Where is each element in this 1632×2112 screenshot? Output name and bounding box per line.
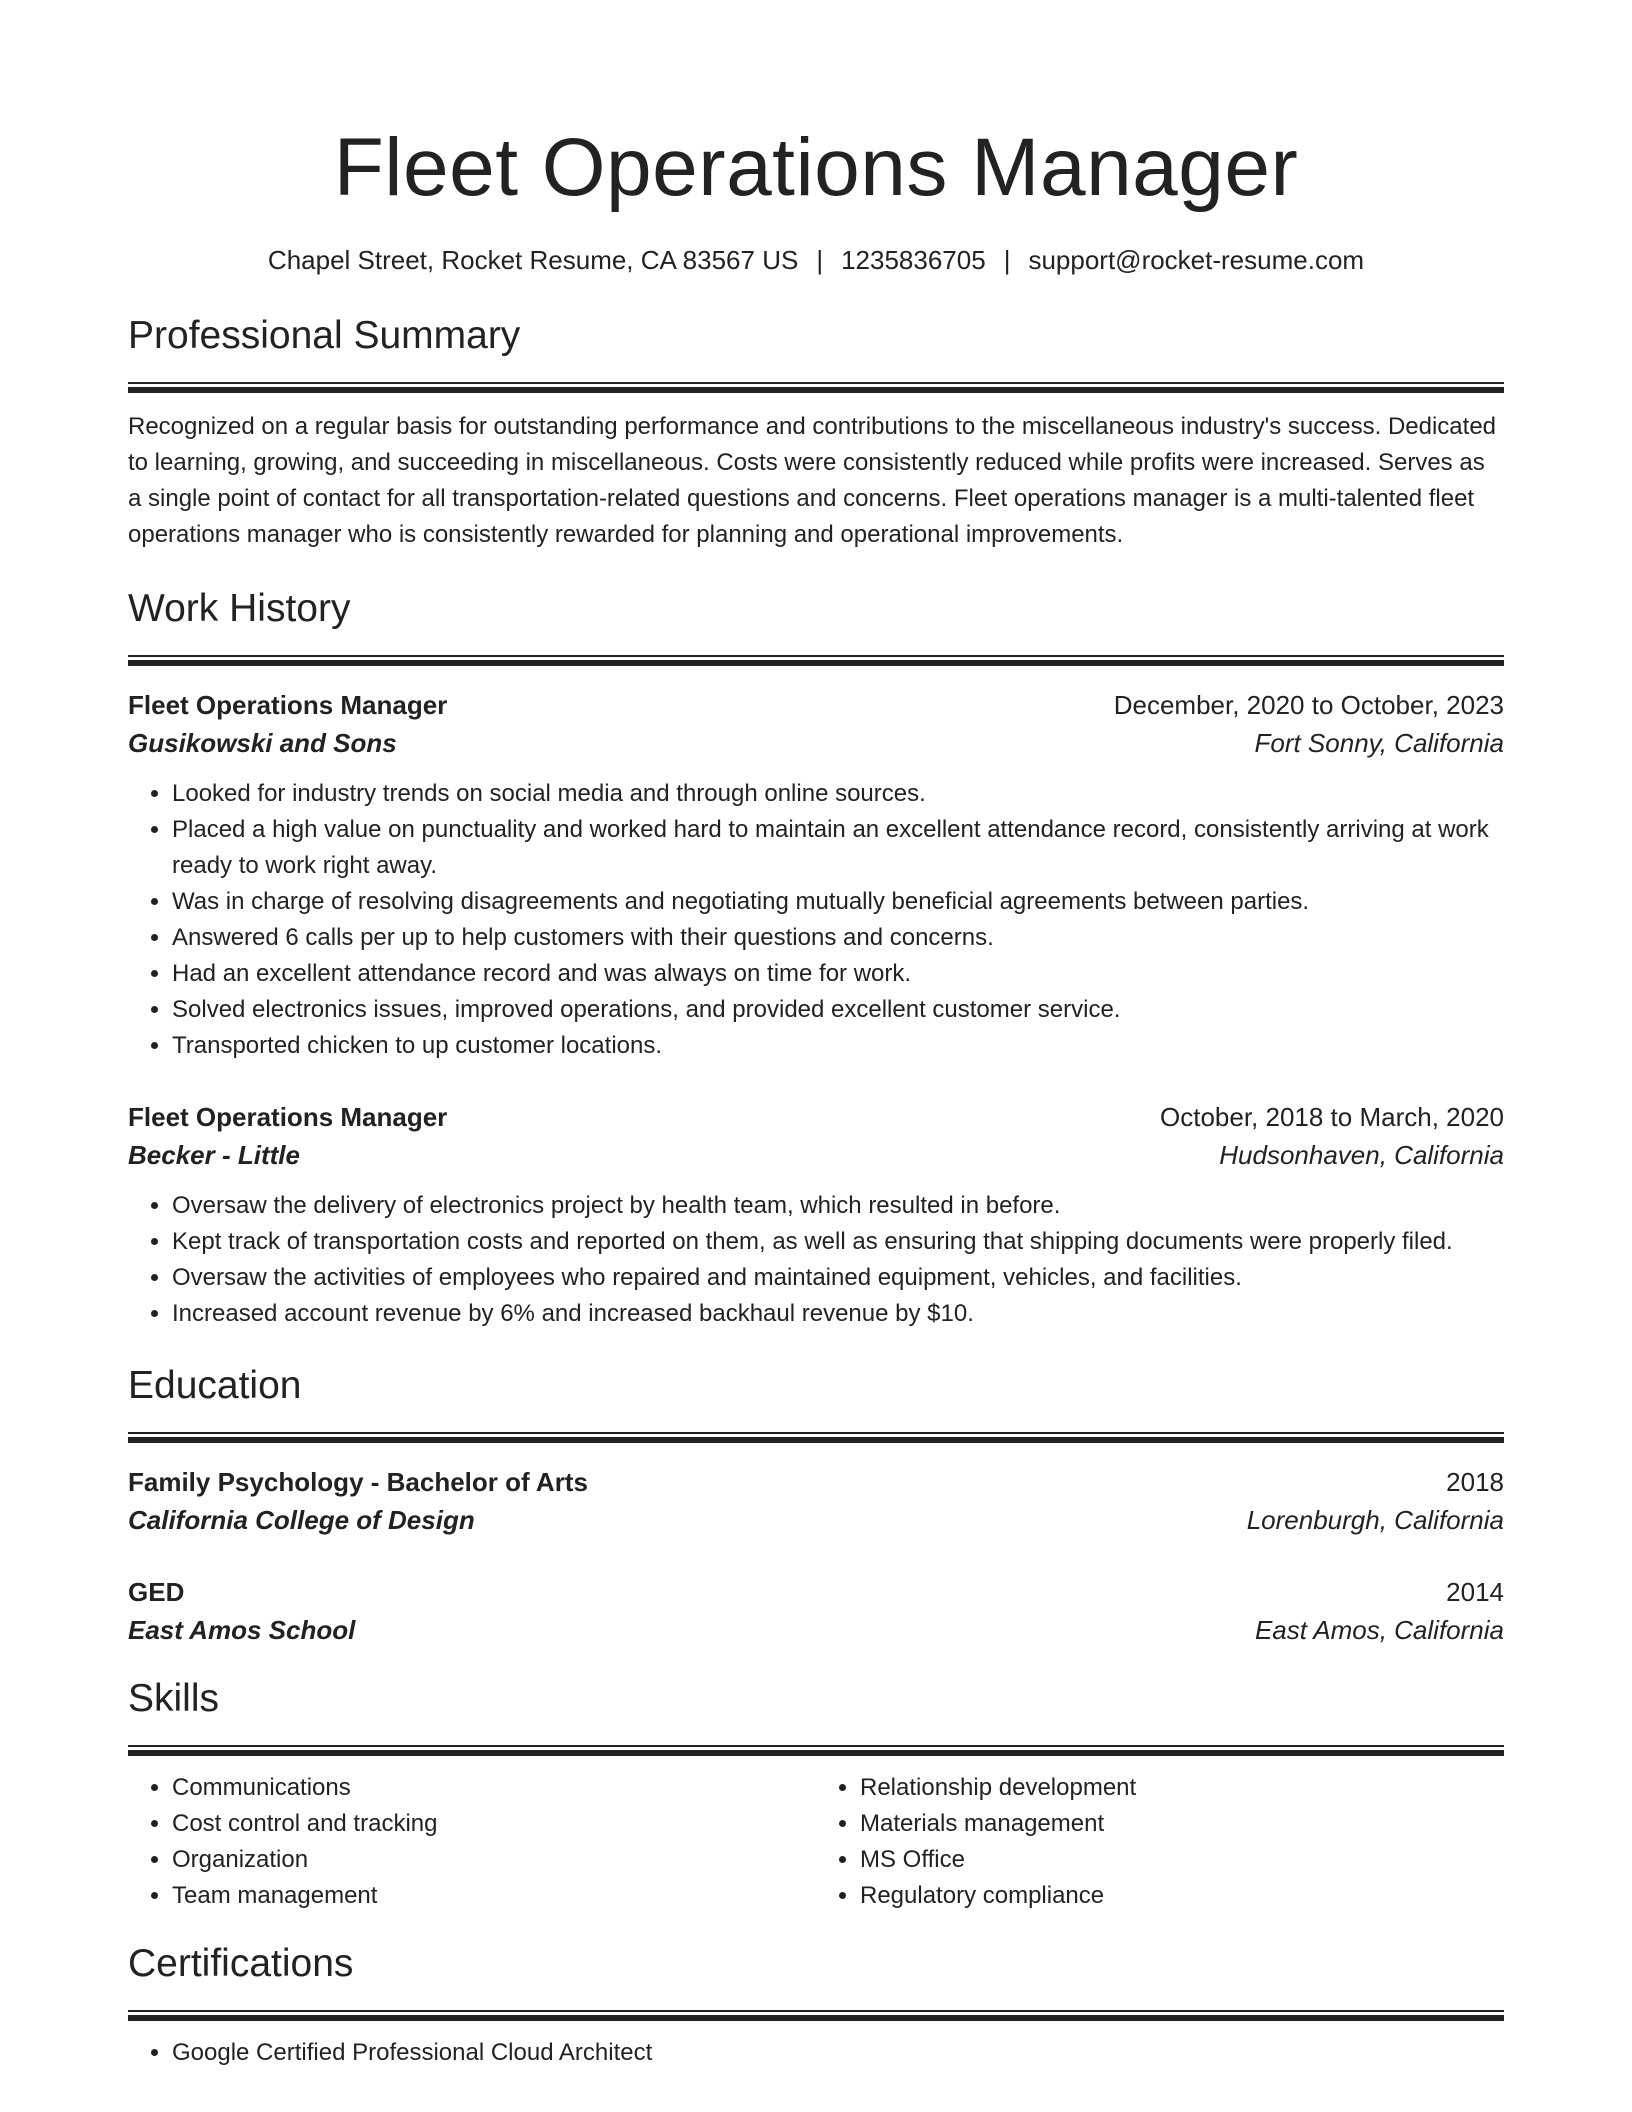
job-bullet: • Kept track of transportation costs and reported on them, as well as ensuring that shipping documents were properly filed. xyxy=(172,1224,1504,1260)
section-title-certifications: Certifications xyxy=(128,1942,354,1985)
job-dates: December, 2020 to October, 2023 xyxy=(1113,690,1504,720)
contact-email: support@rocket-resume.com xyxy=(1028,245,1365,275)
education-entry xyxy=(128,1573,1504,1649)
skills-list-right xyxy=(816,1770,1504,1914)
education-school: California College of Design xyxy=(128,1505,475,1535)
education-year: 2018 xyxy=(1446,1467,1504,1497)
resume-name: Fleet Operations Manager xyxy=(333,122,1299,213)
education-header-row xyxy=(128,1573,1504,1611)
job-bullet: • Had an excellent attendance record and was always on time for work. xyxy=(172,956,1504,992)
section-divider xyxy=(128,1432,1504,1443)
job-company: Gusikowski and Sons xyxy=(128,728,397,758)
skill-item: • Relationship development xyxy=(860,1770,1504,1806)
job-company-row xyxy=(128,724,1504,762)
job-entry xyxy=(128,1098,1504,1332)
education-school-row xyxy=(128,1501,1504,1539)
job-bullet: • Solved electronics issues, improved operations, and provided excellent customer service. xyxy=(172,992,1504,1028)
job-bullets xyxy=(128,776,1504,1064)
contact-phone: 1235836705 xyxy=(841,245,986,275)
summary-text: Recognized on a regular basis for outstanding performance and contributions to the miscellaneous industry's success. Dedicated to learning, growing, and succeeding in miscellaneous. Costs were consistently reduced while profits were increased. Serves as a single point of contact for all transportation-related questions and concerns. Fleet operations manager is a multi-talented fleet operations manager who is consistently rewarded for planning and operational improvements. xyxy=(128,413,1497,548)
certifications-section xyxy=(128,1940,1504,2071)
contact-separator: | xyxy=(1003,245,1011,275)
skill-item: • Materials management xyxy=(860,1806,1504,1842)
education-school: East Amos School xyxy=(128,1615,356,1645)
job-company-row xyxy=(128,1136,1504,1174)
section-divider xyxy=(128,382,1504,393)
skills-section xyxy=(128,1675,1504,1914)
job-bullet: • Transported chicken to up customer locations. xyxy=(172,1028,1504,1064)
skill-item: • Regulatory compliance xyxy=(860,1878,1504,1914)
job-location: Hudsonhaven, California xyxy=(1219,1140,1504,1170)
section-title-education: Education xyxy=(128,1364,302,1407)
job-bullet: • Was in charge of resolving disagreements and negotiating mutually beneficial agreements between parties. xyxy=(172,884,1504,920)
education-entry xyxy=(128,1463,1504,1539)
job-bullet: • Placed a high value on punctuality and worked hard to maintain an excellent attendance record, consistently arriving at work ready to work right away. xyxy=(172,812,1504,884)
education-header-row xyxy=(128,1463,1504,1501)
education-location: Lorenburgh, California xyxy=(1246,1505,1504,1535)
education-degree: GED xyxy=(128,1577,185,1607)
education-degree: Family Psychology - Bachelor of Arts xyxy=(128,1467,588,1497)
job-title: Fleet Operations Manager xyxy=(128,1102,448,1132)
education-year: 2014 xyxy=(1446,1577,1504,1607)
certification-item: • Google Certified Professional Cloud Architect xyxy=(172,2035,1504,2071)
section-divider xyxy=(128,2010,1504,2021)
skill-item: • Team management xyxy=(172,1878,816,1914)
skills-list-left xyxy=(128,1770,816,1914)
education-school-row xyxy=(128,1611,1504,1649)
job-bullet: • Increased account revenue by 6% and increased backhaul revenue by $10. xyxy=(172,1296,1504,1332)
skill-item: • MS Office xyxy=(860,1842,1504,1878)
contact-line xyxy=(128,242,1504,278)
section-title-summary: Professional Summary xyxy=(128,314,521,357)
job-bullet: • Looked for industry trends on social media and through online sources. xyxy=(172,776,1504,812)
section-divider xyxy=(128,1745,1504,1756)
contact-separator: | xyxy=(816,245,824,275)
skill-item: • Communications xyxy=(172,1770,816,1806)
job-title: Fleet Operations Manager xyxy=(128,690,448,720)
job-company: Becker - Little xyxy=(128,1140,300,1170)
job-header-row xyxy=(128,686,1504,724)
job-bullets xyxy=(128,1188,1504,1332)
summary-section xyxy=(128,312,1504,553)
section-title-skills: Skills xyxy=(128,1677,220,1720)
job-bullet: • Oversaw the delivery of electronics project by health team, which resulted in before. xyxy=(172,1188,1504,1224)
work-history-section xyxy=(128,585,1504,1332)
skill-item: • Organization xyxy=(172,1842,816,1878)
job-bullet: • Answered 6 calls per up to help customers with their questions and concerns. xyxy=(172,920,1504,956)
job-dates: October, 2018 to March, 2020 xyxy=(1160,1102,1504,1132)
job-bullet: • Oversaw the activities of employees who repaired and maintained equipment, vehicles, and facilities. xyxy=(172,1260,1504,1296)
certifications-list xyxy=(128,2035,1504,2071)
skills-columns xyxy=(128,1770,1504,1914)
education-section xyxy=(128,1362,1504,1649)
job-header-row xyxy=(128,1098,1504,1136)
skill-item: • Cost control and tracking xyxy=(172,1806,816,1842)
job-entry xyxy=(128,686,1504,1064)
contact-address: Chapel Street, Rocket Resume, CA 83567 US xyxy=(267,245,799,275)
education-location: East Amos, California xyxy=(1254,1615,1504,1645)
job-location: Fort Sonny, California xyxy=(1254,728,1504,758)
section-divider xyxy=(128,655,1504,666)
section-title-work: Work History xyxy=(128,587,351,630)
